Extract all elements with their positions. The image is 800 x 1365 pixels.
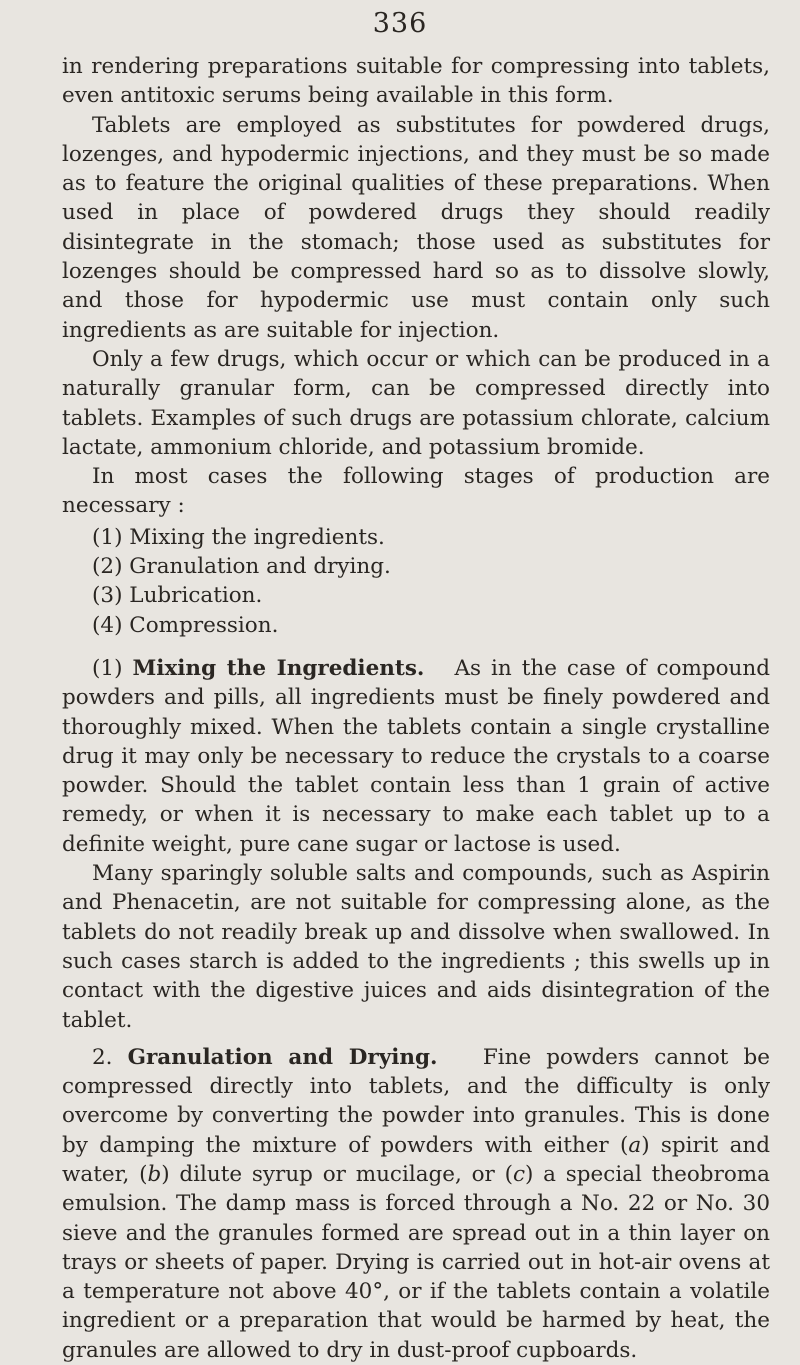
section-number: (1) (92, 655, 123, 681)
section-number: 2. (92, 1044, 113, 1070)
stage-item: (2) Granulation and drying. (92, 554, 391, 580)
stage-item: (3) Lubrication. (92, 583, 263, 609)
section-mixing (62, 654, 770, 859)
stage-item: (4) Compression. (92, 612, 279, 638)
paragraph-starch: Many sparingly soluble salts and compounds, such as Aspirin and Phenacetin, are not suitable for compressing alone, as the tablets do not readily break up and dissolve when swallowed. In such cases starch is added to the ingredients ; this swells up in contact with the digestive juices and aids disintegration of the tablet. (62, 861, 770, 1033)
page-number: 336 (372, 8, 428, 39)
letter-c: c (512, 1161, 526, 1187)
section-heading: Granulation and Drying. (127, 1044, 438, 1070)
section-heading: Mixing the Ingredients. (132, 655, 425, 681)
letter-a: a (628, 1132, 642, 1158)
section-text: ) dilute syrup or mucilage, or ( (161, 1161, 513, 1187)
page-body (62, 52, 770, 1365)
paragraph-stages-intro: In most cases the following stages of production are necessary : (62, 464, 770, 519)
section-text: Fine powders cannot be compressed directly into tablets, and the difficulty is only overcome by converting the powder into granules. This is done by damping the mixture of powders with either ( (62, 1044, 770, 1158)
letter-b: b (147, 1161, 162, 1187)
stages-list (92, 523, 770, 640)
paragraph-tablets-usage: Tablets are employed as substitutes for powdered drugs, lozenges, and hypodermic injections, and they must be so made as to feature the original qualities of these preparations. When used in place of powdered drugs they should readily disintegrate in the stomach; those used as substitutes for lozenges should be compressed hard so as to dissolve slowly, and those for hypodermic use must contain only such ingredients as are suitable for injection. (62, 112, 770, 343)
stage-item: (1) Mixing the ingredients. (92, 524, 385, 550)
section-text: As in the case of compound powders and pills, all ingredients must be finely powdered and thoroughly mixed. When the tablets contain a single crystalline drug it may only be necessary to reduce the crystals to a coarse powder. Should the tablet contain less than 1 grain of active remedy, or when it is necessary to make each tablet up to a definite weight, pure cane sugar or lactose is used. (62, 655, 770, 857)
paragraph-continuation: in rendering preparations suitable for compressing into tablets, even antitoxic serums being available in this form. (62, 54, 770, 109)
section-text: ) spirit and water, ( (62, 1132, 770, 1187)
section-text: ) a special theobroma emulsion. The damp mass is forced through a No. 22 or No. 30 sieve and the granules formed are spread out in a thin layer on trays or sheets of paper. Drying is carried out in hot-air ovens at a temperature not above 40°, or if the tablets contain a volatile ingredient or a preparation that would be harmed by heat, the granules are allowed to dry in dust-proof cupboards. (62, 1161, 770, 1363)
paragraph-granular-drugs: Only a few drugs, which occur or which can be produced in a naturally granular form, can be compressed directly into tablets. Examples of such drugs are potassium chlorate, calcium lactate, ammonium chloride, and potassium bromide. (62, 346, 770, 460)
section-granulation (62, 1043, 770, 1365)
